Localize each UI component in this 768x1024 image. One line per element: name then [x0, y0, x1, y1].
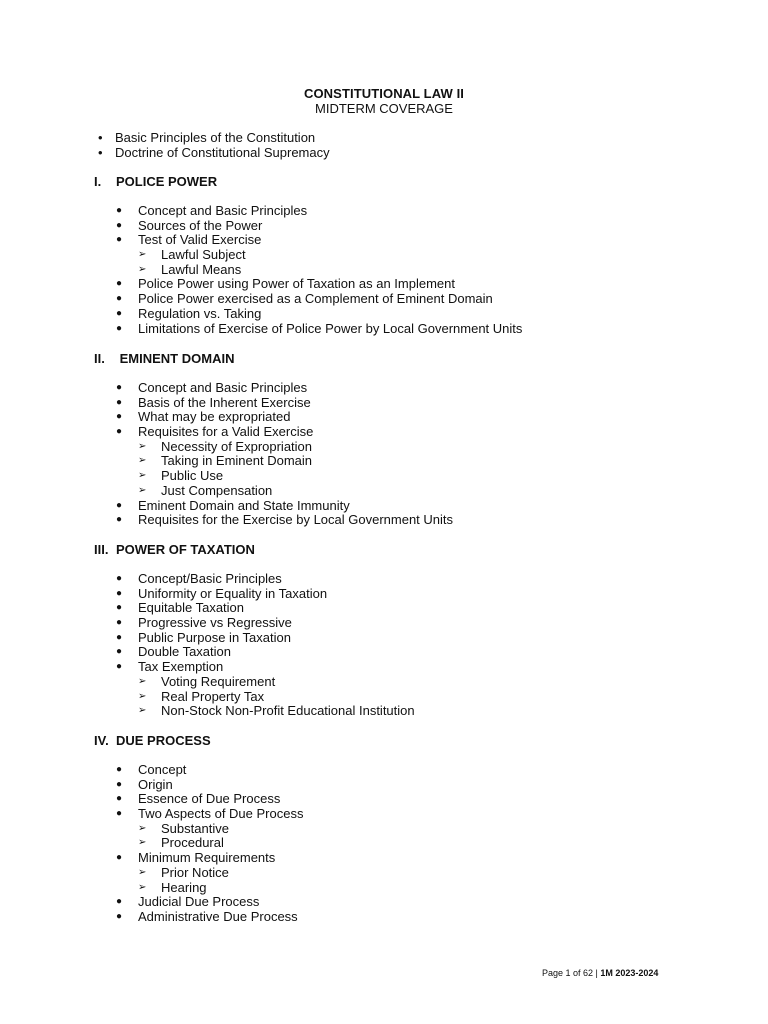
list-item: [94, 277, 694, 292]
arrow-bullet-icon: ➢: [138, 249, 147, 261]
list-item-label: Equitable Taxation: [138, 600, 245, 616]
bullet-icon: ●: [116, 793, 123, 805]
list-item-label: Judicial Due Process: [138, 894, 260, 910]
section-power-of-taxation: [94, 542, 694, 719]
list-item-label: Real Property Tax: [161, 688, 265, 704]
list-item-label: Public Purpose in Taxation: [138, 629, 291, 645]
intro-list: [98, 130, 330, 160]
sub-list-item: [94, 881, 694, 896]
bullet-icon: ●: [116, 234, 123, 246]
section-number: IV.: [94, 733, 109, 748]
list-item-label: Eminent Domain and State Immunity: [138, 497, 350, 513]
list-item-label: Basic Principles of the Constitution: [115, 130, 316, 145]
arrow-bullet-icon: ➢: [138, 690, 147, 702]
bullet-icon: ●: [116, 307, 123, 319]
page-footer: [542, 968, 658, 978]
bullet-icon: ●: [116, 764, 123, 775]
section-due-process: [94, 733, 694, 925]
section-list: [94, 763, 694, 925]
section-eminent-domain: [94, 351, 694, 528]
arrow-bullet-icon: ➢: [138, 705, 147, 717]
bullet-icon: •: [98, 145, 103, 160]
list-item: [94, 204, 694, 219]
arrow-bullet-icon: ➢: [138, 675, 147, 687]
bullet-icon: ●: [116, 514, 123, 526]
list-item-label: Taking in Eminent Domain: [161, 453, 313, 469]
page-number: Page 1 of 62 |: [542, 968, 601, 978]
list-item: [94, 322, 694, 337]
arrow-bullet-icon: ➢: [138, 837, 147, 849]
list-item: [94, 631, 694, 646]
section-title: POWER OF TAXATION: [116, 542, 255, 557]
bullet-icon: ●: [116, 808, 123, 820]
bullet-icon: ●: [116, 411, 123, 423]
list-item-label: Concept/Basic Principles: [138, 571, 282, 586]
list-item-label: Uniformity or Equality in Taxation: [138, 585, 328, 601]
sub-list-item: [94, 822, 694, 837]
list-item: [94, 660, 694, 675]
list-item: [94, 587, 694, 602]
section-heading: [94, 174, 694, 190]
bullet-icon: ●: [116, 205, 123, 216]
list-item-label: Essence of Due Process: [138, 791, 281, 807]
document-title: CONSTITUTIONAL LAW II: [303, 86, 465, 101]
list-item-label: Requisites for the Exercise by Local Government Units: [138, 512, 454, 528]
list-item: [94, 763, 694, 778]
list-item: [94, 807, 694, 822]
list-item: [94, 572, 694, 587]
arrow-bullet-icon: ➢: [138, 263, 147, 275]
arrow-bullet-icon: ➢: [138, 866, 147, 878]
section-title: EMINENT DOMAIN: [119, 351, 235, 366]
bullet-icon: ●: [116, 499, 123, 511]
sub-list-item: [94, 440, 694, 455]
list-item-label: Lawful Means: [161, 261, 242, 277]
bullet-icon: ●: [116, 573, 123, 584]
list-item-label: Tax Exemption: [138, 659, 224, 675]
bullet-icon: ●: [116, 278, 123, 290]
list-item-label: Progressive vs Regressive: [138, 615, 292, 631]
list-item: [94, 381, 694, 396]
list-item: [94, 425, 694, 440]
section-number: II.: [94, 351, 105, 366]
list-item: [94, 219, 694, 234]
list-item-label: Substantive: [161, 820, 229, 836]
sub-list-item: [94, 469, 694, 484]
list-item-label: Police Power exercised as a Complement of Eminent Domain: [138, 291, 493, 307]
list-item: [94, 292, 694, 307]
list-item-label: Administrative Due Process: [138, 908, 298, 924]
section-title: POLICE POWER: [116, 174, 218, 189]
bullet-icon: ●: [116, 778, 123, 790]
bullet-icon: ●: [116, 322, 123, 334]
list-item: [94, 792, 694, 807]
list-item: [94, 601, 694, 616]
arrow-bullet-icon: ➢: [138, 881, 147, 893]
list-item-label: Limitations of Exercise of Police Power by Local Government Units: [138, 320, 523, 336]
bullet-icon: ●: [116, 910, 123, 922]
list-item-label: Concept and Basic Principles: [138, 203, 308, 218]
list-item: [94, 645, 694, 660]
arrow-bullet-icon: ➢: [138, 822, 147, 834]
list-item-label: Voting Requirement: [161, 673, 276, 689]
bullet-icon: ●: [116, 382, 123, 393]
arrow-bullet-icon: ➢: [138, 484, 147, 496]
sub-list-item: [94, 248, 694, 263]
bullet-icon: ●: [116, 617, 123, 629]
sub-list-item: [94, 484, 694, 499]
list-item-label: Regulation vs. Taking: [138, 305, 262, 321]
document-subtitle: MIDTERM COVERAGE: [315, 101, 453, 116]
list-item: [94, 499, 694, 514]
list-item: [94, 851, 694, 866]
section-heading: [94, 733, 694, 749]
list-item: [94, 307, 694, 322]
section-heading: [94, 542, 694, 558]
bullet-icon: ●: [116, 602, 123, 614]
list-item-label: Concept: [138, 762, 187, 777]
list-item-label: Origin: [138, 776, 173, 792]
sub-list-item: [94, 675, 694, 690]
list-item-label: Sources of the Power: [138, 217, 263, 233]
bullet-icon: •: [98, 130, 103, 145]
arrow-bullet-icon: ➢: [138, 455, 147, 467]
list-item-label: Two Aspects of Due Process: [138, 806, 304, 822]
list-item-label: Non-Stock Non-Profit Educational Institution: [161, 703, 415, 719]
list-item: [94, 616, 694, 631]
sub-list-item: [94, 704, 694, 719]
section-list: [94, 204, 694, 336]
sub-list-item: [94, 836, 694, 851]
list-item-label: Doctrine of Constitutional Supremacy: [115, 145, 330, 160]
bullet-icon: ●: [116, 896, 123, 908]
list-item-label: Double Taxation: [138, 644, 231, 660]
section-number: I.: [94, 174, 102, 189]
list-item-label: Prior Notice: [161, 864, 229, 880]
bullet-icon: ●: [116, 646, 123, 658]
bullet-icon: ●: [116, 396, 123, 408]
list-item: [94, 895, 694, 910]
bullet-icon: ●: [116, 587, 123, 599]
list-item: [94, 778, 694, 793]
section-police-power: [94, 174, 694, 336]
sub-list-item: [94, 454, 694, 469]
list-item-label: Procedural: [161, 835, 224, 851]
bullet-icon: ●: [116, 293, 123, 305]
list-item-label: Hearing: [161, 879, 207, 895]
list-item: [94, 396, 694, 411]
bullet-icon: ●: [116, 426, 123, 438]
section-list: [94, 572, 694, 719]
list-item: [94, 910, 694, 925]
list-item-label: Test of Valid Exercise: [138, 232, 262, 248]
section-title: DUE PROCESS: [116, 733, 211, 748]
list-item-label: Requisites for a Valid Exercise: [138, 424, 314, 440]
arrow-bullet-icon: ➢: [138, 440, 147, 452]
list-item-label: Basis of the Inherent Exercise: [138, 394, 311, 410]
list-item-label: Concept and Basic Principles: [138, 380, 308, 395]
list-item: [94, 513, 694, 528]
list-item: [98, 145, 330, 160]
bullet-icon: ●: [116, 852, 123, 864]
bullet-icon: ●: [116, 219, 123, 231]
list-item-label: Police Power using Power of Taxation as an Implement: [138, 276, 455, 292]
section-list: [94, 381, 694, 528]
bullet-icon: ●: [116, 661, 123, 673]
section-number: III.: [94, 542, 109, 557]
list-item-label: Minimum Requirements: [138, 850, 276, 866]
arrow-bullet-icon: ➢: [138, 470, 147, 482]
list-item-label: Public Use: [161, 468, 224, 484]
bullet-icon: ●: [116, 631, 123, 643]
list-item-label: What may be expropriated: [138, 409, 291, 425]
list-item-label: Just Compensation: [161, 482, 273, 498]
list-item-label: Necessity of Expropriation: [161, 438, 313, 454]
section-heading: [94, 351, 694, 367]
list-item: [94, 233, 694, 248]
list-item: [94, 410, 694, 425]
list-item-label: Lawful Subject: [161, 247, 246, 263]
list-item: [98, 130, 330, 145]
sub-list-item: [94, 866, 694, 881]
term-label: 1M 2023-2024: [600, 968, 659, 978]
sub-list-item: [94, 263, 694, 278]
sub-list-item: [94, 690, 694, 705]
